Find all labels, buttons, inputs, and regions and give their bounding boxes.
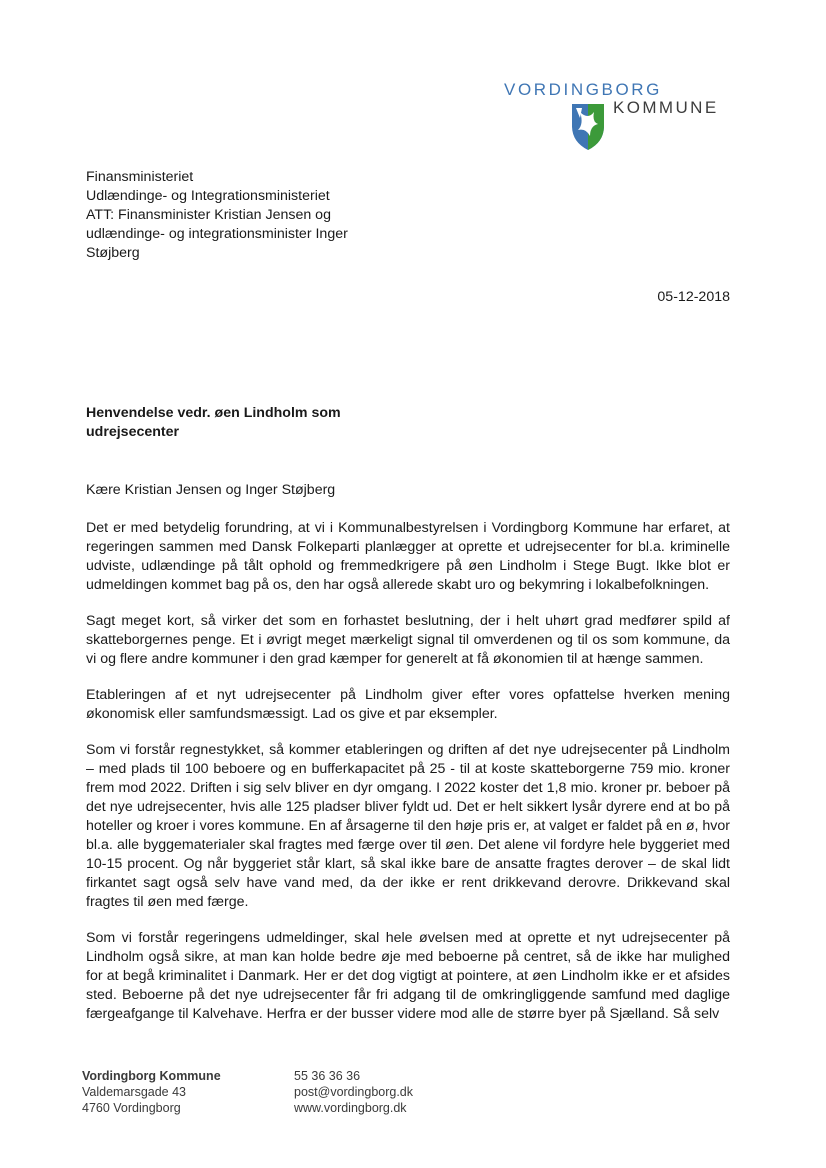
letter-date: 05-12-2018 <box>657 289 730 305</box>
salutation: Kære Kristian Jensen og Inger Støjberg <box>86 482 336 498</box>
footer-street: Valdemarsgade 43 <box>82 1085 187 1099</box>
body-paragraph: Sagt meget kort, så virker det som en forhastet beslutning, der i helt uhørt grad medfører spild af skatteborgernes penge. Et i øvrigt meget mærkeligt signal til omverdenen og til os som kommune, da vi og flere andre kommuner i den grad kæmper for generelt at få økonomien til at hænge sammen. <box>86 613 730 667</box>
recipient-line: Udlændinge- og Integrationsministeriet <box>86 188 330 204</box>
footer-web: www.vordingborg.dk <box>294 1101 407 1115</box>
letter-subject: Henvendelse vedr. øen Lindholm som udrejsecenter <box>86 405 341 440</box>
body-paragraph: Som vi forstår regnestykket, så kommer etableringen og driften af det nye udrejsecenter på Lindholm – med plads til 100 beboere og en bufferkapacitet på 25 - til at koste skatteborgerne 759 mio. kroner frem mod 2022. Driften i sig selv bliver en dyr omgang. I 2022 koster det 1,8 mio. kroner pr. beboer på det nye udrejsecenter, hvis alle 125 pladser bliver fyldt ud. Det er helt sikkert lysår dyrere end at bo på hoteller og kroer i vores kommune. En af årsagerne til den høje pris er, at valget er faldet på en ø, hvor bl.a. alle byggematerialer skal fragtes med færge over til øen. Det alene vil fordyre hele byggeriet med 10-15 procent. Og når byggeriet står klart, så skal ikke bare de ansatte fragtes derover – de skal lidt firkantet sagt også selv have vand med, da der ikke er rent drikkevand derovre. Drikkevand skal fragtes til øen med færge. <box>86 742 730 910</box>
recipient-address <box>86 168 348 263</box>
recipient-line: Finansministeriet <box>86 169 194 185</box>
body-paragraph: Etableringen af et nyt udrejsecenter på Lindholm giver efter vores opfattelse hverken mening økonomisk eller samfundsmæssigt. Lad os give et par eksempler. <box>86 687 730 722</box>
footer-phone: 55 36 36 36 <box>294 1069 361 1083</box>
coat-of-arms-icon <box>568 100 608 152</box>
footer-contact <box>294 1068 413 1116</box>
logo-wordmark-vordingborg: VORDINGBORG <box>504 80 663 99</box>
footer-city: 4760 Vordingborg <box>82 1101 181 1115</box>
footer-org: Vordingborg Kommune <box>82 1069 221 1083</box>
recipient-line: Støjberg <box>86 245 140 261</box>
logo-wordmark-kommune: KOMMUNE <box>613 98 719 117</box>
recipient-line: udlændinge- og integrationsminister Inger <box>86 226 348 242</box>
body-paragraph: Som vi forstår regeringens udmeldinger, skal hele øvelsen med at oprette et nyt udrejsecenter på Lindholm også sikre, at man kan holde bedre øje med beboerne på centret, så de ikke har mulighed for at begå kriminalitet i Danmark. Her er det dog vigtigt at pointere, at øen Lindholm ikke er et afsides sted. Beboerne på det nye udrejsecenter får fri adgang til de omkringliggende samfund med daglige færgeafgange til Kalvehave. Herfra er der busser videre mod alle de større byer på Sjælland. Så selv <box>86 930 730 1022</box>
body-paragraph: Det er med betydelig forundring, at vi i Kommunalbestyrelsen i Vordingborg Kommune har erfaret, at regeringen sammen med Dansk Folkeparti planlægger at oprette et udrejsecenter for bl.a. kriminelle udviste, udlændinge på tålt ophold og fremmedkrigere på øen Lindholm i Stege Bugt. Ikke blot er udmeldingen kommet bag på os, den har også allerede skabt uro og bekymring i lokalbefolkningen. <box>86 520 730 593</box>
recipient-line: ATT: Finansminister Kristian Jensen og <box>86 207 331 223</box>
letter-body <box>86 519 730 1041</box>
footer-address <box>82 1068 221 1116</box>
footer-email: post@vordingborg.dk <box>294 1085 414 1099</box>
vordingborg-logo <box>504 80 744 160</box>
